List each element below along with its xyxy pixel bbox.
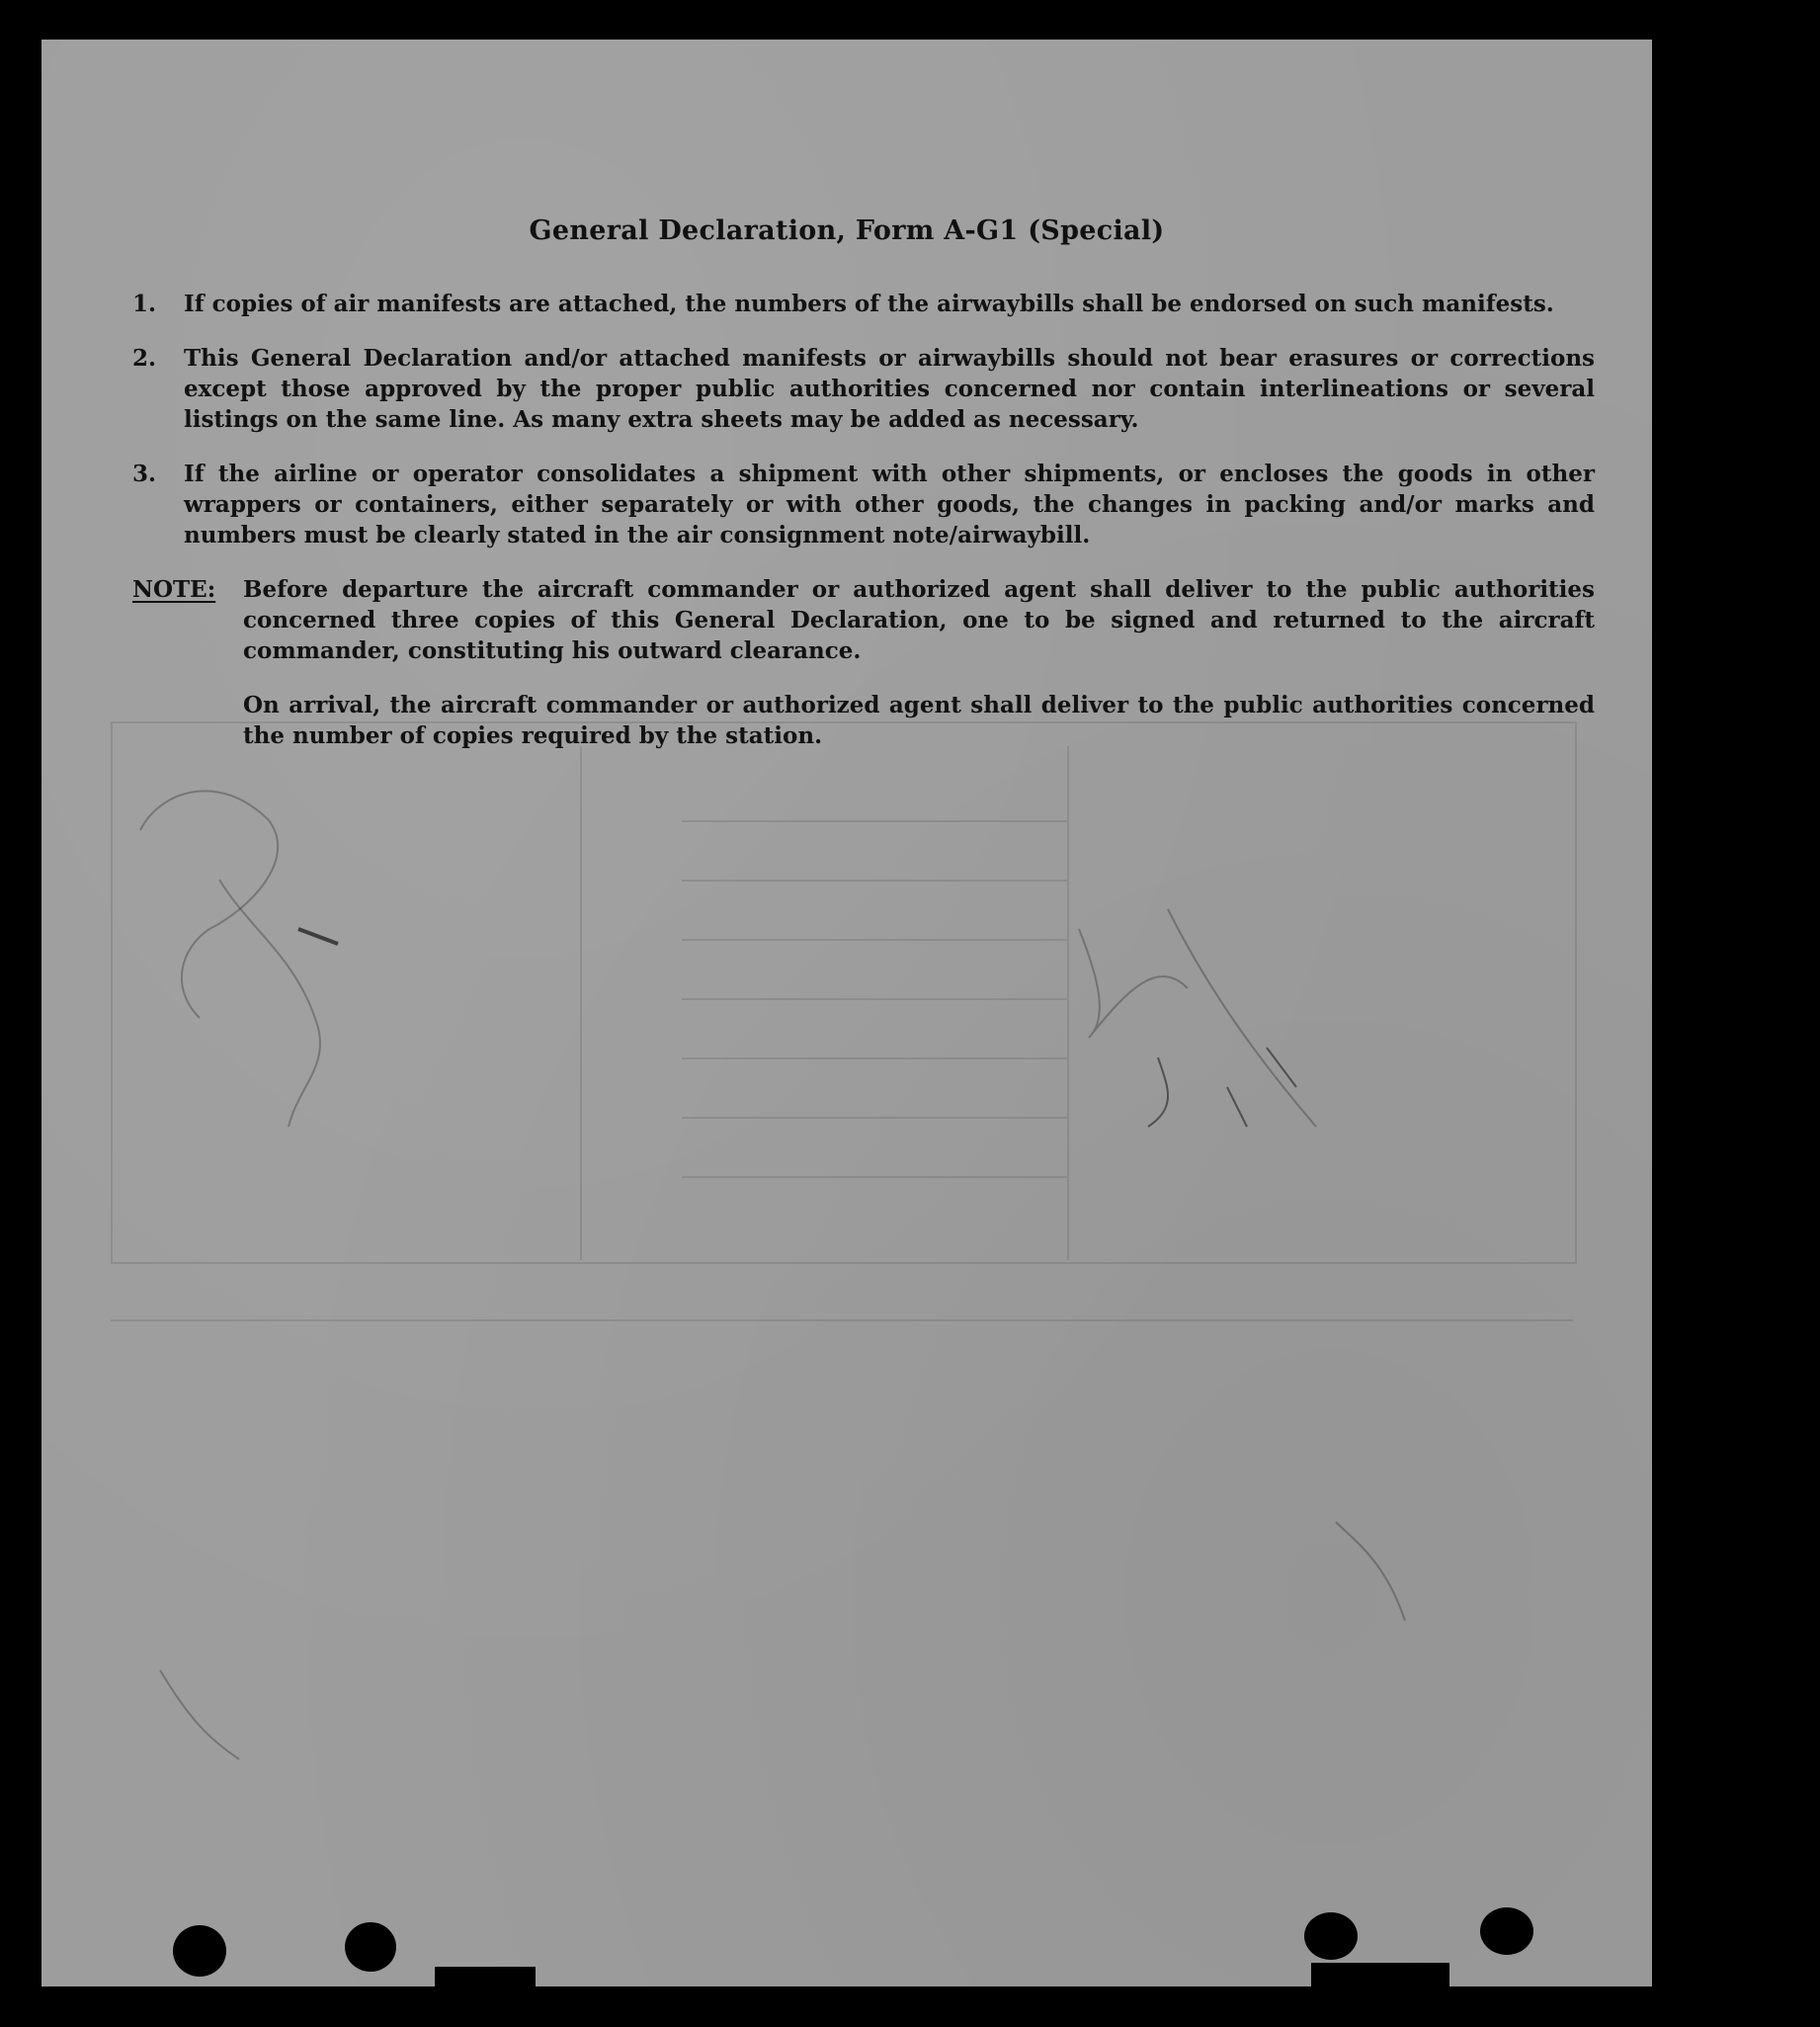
item-text: This General Declaration and/or attached manifests or airwaybills should not bear erasures or corrections except those approved by the proper public authorities concerned nor contain interlineations or several listings on the same line. As many extra sheets may be added as necessary. <box>184 345 1595 433</box>
item-number: 1. <box>132 291 157 317</box>
item-number: 2. <box>132 345 157 372</box>
pencil-scribbles <box>41 40 1652 1986</box>
punch-hole <box>345 1922 396 1972</box>
note-label: NOTE: <box>132 576 216 603</box>
instruction-item-2 <box>132 343 1595 435</box>
item-number: 3. <box>132 461 157 487</box>
punch-hole <box>1480 1907 1533 1955</box>
item-text: If the airline or operator consolidates a shipment with other shipments, or encloses the goods in other wrappers or containers, either separately or with other goods, the changes in packing and/or marks and numbers must be clearly stated in the air consignment note/airwaybill. <box>184 461 1595 549</box>
binding-tab <box>435 1967 536 1986</box>
item-text: If copies of air manifests are attached, the numbers of the airwaybills shall be endorsed on such manifests. <box>184 291 1554 317</box>
punch-hole <box>1304 1912 1358 1960</box>
binding-tab <box>1311 1963 1449 1986</box>
instruction-item-1 <box>132 289 1595 319</box>
note-paragraph-2: On arrival, the aircraft commander or authorized agent shall deliver to the public authorities concerned the number of copies required by the station. <box>243 692 1595 749</box>
page-title: General Declaration, Form A-G1 (Special) <box>529 215 1165 246</box>
note-section <box>132 574 1595 751</box>
note-paragraph-1: Before departure the aircraft commander or authorized agent shall deliver to the public authorities concerned three copies of this General Declaration, one to be signed and returned to the aircraft commander, constituting his outward clearance. <box>243 576 1595 664</box>
document-page <box>41 40 1652 1986</box>
punch-hole <box>173 1925 226 1977</box>
instruction-item-3 <box>132 459 1595 550</box>
